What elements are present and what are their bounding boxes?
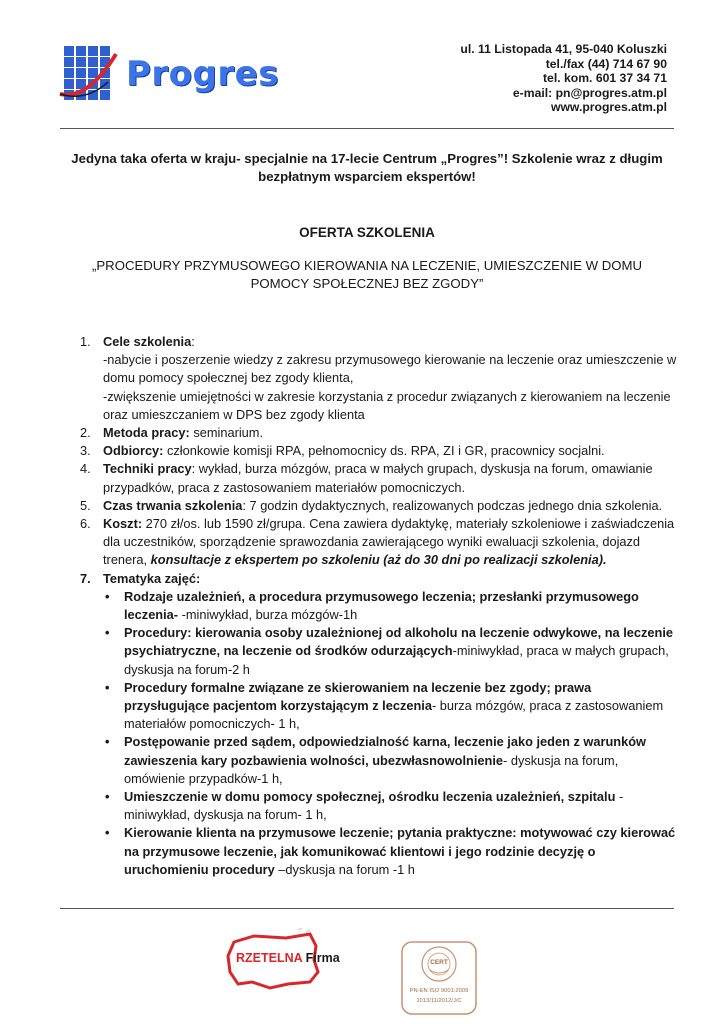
item-label: Cele szkolenia (103, 334, 192, 349)
bullet-icon: • (105, 588, 110, 604)
topic-title: Procedury formalne związane ze skierowaniem na leczenie bez zgody; prawa przysługujące pacjentom korzystającym z leczenia (124, 679, 592, 714)
topic-title: Rodzaje uzależnień, a procedura przymusowego leczenia; przesłanki przymusowego leczenia- (124, 588, 639, 623)
item-label: Tematyka zajęć: (103, 570, 201, 586)
topic-detail: -miniwykład, praca w małych grupach, dyskusja na forum-2 h (124, 643, 669, 677)
cert-top-label: CERT (430, 959, 448, 966)
iso-cert-stamp (398, 940, 480, 1016)
list-item (78, 570, 678, 879)
goal-line: -nabycie i poszerzenie wiedzy z zakresu przymusowego kierowanie na leczenie oraz umieszczenie w domu pomocy społecznej bez zgody klienta, (103, 352, 677, 386)
list-item (78, 424, 678, 442)
item-text: 270 zł/os. lub 1590 zł/grupa. Cena zawiera dydaktykę, materiały szkoleniowe i zaświadczenia dla uczestników, sporządzenie sprawozdania zawierającego wyniki ewaluacji szkolenia, dojazd trenera, (103, 516, 675, 568)
topic-title: Kierowanie klienta na przymusowe leczenie; pytania praktyczne: motywować czy kierować na przymusowe leczenie, jak komunikować klientowi i jego rodzinie decyzję o uruchomieniu procedury (124, 825, 676, 877)
contact-info (367, 42, 667, 115)
item-number: 5. (80, 497, 91, 513)
item-number: 6. (80, 516, 91, 532)
topic-title: Postępowanie przed sądem, odpowiedzialność karna, leczenie jako jeden z warunków zawieszenia kary pozbawienia wolności, ubezwłasnowolnienie (124, 734, 646, 768)
topic-detail: –dyskusja na forum -1 h (274, 861, 415, 877)
rzetelna-word: RZETELNA (236, 951, 303, 965)
item-emphasis: konsultacje z ekspertem po szkoleniu (aż do 30 dni po realizacji szkolenia). (150, 552, 607, 568)
item-label: Koszt: (103, 516, 143, 532)
rzetelna-firma-label (236, 951, 340, 965)
topic-detail: -miniwykład, burza mózgów-1h (178, 607, 358, 623)
phone-fax: tel./fax (44) 714 67 90 (545, 56, 667, 71)
topic-item (103, 588, 678, 624)
goal-line: -zwiększenie umiejętności w zakresie korzystania z procedur związanych z kierowaniem na leczenie oraz umieszczaniem w DPS bez zgody klienta (103, 388, 671, 422)
email[interactable]: e-mail: pn@progres.atm.pl (512, 85, 667, 100)
cert-standard: PN-EN ISO 9001:2009 (409, 988, 469, 994)
list-item (78, 460, 678, 496)
cert-number: 1013/11/2012/J/C (416, 998, 462, 1004)
item-label: Odbiorcy: (103, 443, 164, 459)
brand-name: Progres (126, 54, 279, 94)
topic-item (103, 733, 678, 788)
bullet-icon: • (105, 789, 110, 805)
topic-detail: - miniwykład, dyskusja na forum- 1 h, (124, 789, 624, 823)
header-divider (60, 128, 674, 129)
logo-swoosh-icon (58, 42, 128, 106)
topic-title: Procedury: kierowania osoby uzależnionej od alkoholu na leczenie odwykowe, na leczenie psychiatryczne, na leczenie od środków odurzających (124, 625, 673, 659)
firma-word: Firma (302, 951, 340, 965)
website[interactable]: www.progres.atm.pl (550, 100, 667, 114)
list-item (78, 442, 678, 460)
cert-seal-icon (398, 940, 480, 1016)
item-number: 1. (80, 334, 91, 349)
item-label: Metoda pracy: (103, 425, 190, 441)
item-number: 7. (80, 570, 91, 586)
item-text: członkowie komisji RPA, pełnomocnicy ds. RPA, ZI i GR, pracownicy socjalni. (163, 443, 605, 459)
address: ul. 11 Listopada 41, 95-040 Koluszki (460, 42, 667, 56)
topic-item (103, 679, 678, 734)
item-number: 4. (80, 461, 91, 477)
topic-detail: - burza mózgów, praca z zastosowaniem materiałów pomocniczych- 1 h, (124, 698, 664, 732)
list-item (78, 333, 678, 424)
item-number: 2. (80, 425, 91, 441)
topic-item (103, 788, 678, 824)
footer-divider (60, 908, 674, 909)
item-label: Techniki pracy (103, 461, 192, 477)
mobile-phone: tel. kom. 601 37 34 71 (543, 71, 667, 85)
item-text: : wykład, burza mózgów, praca w małych grupach, dyskusja na forum, omawianie przypadków, praca z zastosowaniem materiałów pomocniczych. (103, 461, 653, 495)
offer-title: OFERTA SZKOLENIA (299, 225, 435, 240)
topic-item (103, 824, 678, 879)
bullet-icon: • (105, 625, 110, 641)
offer-subtitle: „PROCEDURY PRZYMUSOWEGO KIEROWANIA NA LECZENIE, UMIESZCZENIE W DOMU POMOCY SPOŁECZNEJ BEZ ZGODY” (91, 258, 643, 291)
rzetelna-firma-badge (198, 926, 358, 996)
item-separator: : (191, 334, 195, 349)
topic-item (103, 624, 678, 679)
bullet-icon: • (105, 679, 110, 695)
topic-title: Umieszczenie w domu pomocy społecznej, ośrodku leczenia uzależnień, szpitalu (124, 789, 616, 805)
bullet-icon: • (105, 734, 110, 750)
promo-text: Jedyna taka oferta w kraju- specjalnie na 17-lecie Centrum „Progres”! Szkolenie wraz z długim bezpłatnym wsparciem ekspertów! (71, 151, 663, 184)
progres-logo (58, 42, 278, 106)
bullet-icon: • (105, 825, 110, 841)
topics-list (103, 588, 678, 879)
item-number: 3. (80, 443, 91, 459)
item-text: : 7 godzin dydaktycznych, realizowanych podczas jednego dnia szkolenia. (242, 497, 663, 513)
list-item (78, 497, 678, 515)
item-text: seminarium. (189, 425, 264, 441)
list-item (78, 515, 678, 570)
offer-content (78, 333, 678, 879)
topic-detail: - dyskusja na forum, omówienie przypadków-1 h, (124, 752, 619, 786)
item-label: Czas trwania szkolenia (103, 497, 243, 513)
